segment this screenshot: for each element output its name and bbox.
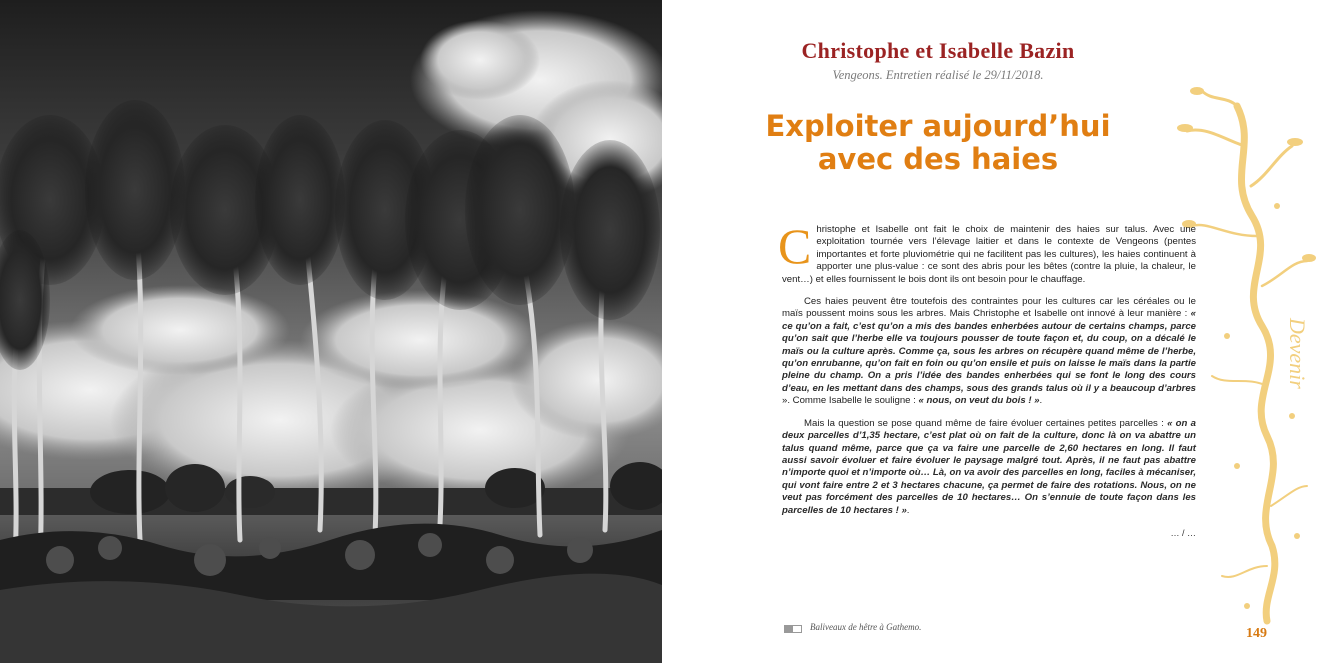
- title-line-2: avec des haies: [817, 142, 1059, 176]
- photo-caption: Baliveaux de hêtre à Gathemo.: [810, 622, 922, 632]
- paragraph-3-end: .: [906, 504, 910, 516]
- drop-cap: C: [778, 218, 812, 274]
- paragraph-2-outro: ». Comme Isabelle le souligne :: [782, 395, 919, 407]
- section-label: Devenir: [1285, 318, 1310, 389]
- continued-marker: … / …: [1170, 528, 1196, 538]
- article-title: [662, 110, 1214, 176]
- caption-marker-icon: [784, 625, 802, 633]
- title-line-1: Exploiter aujourd’hui: [765, 109, 1111, 143]
- landscape-photo: [0, 0, 662, 663]
- paragraph-2-quote: « ce qu’on a fait, c’est qu’on a mis des bandes enherbées autour de certains champs, parce qu’on sait que l’herbe elle va toujours pousser de toute façon et, du coup, on a décalé le maïs ou la culture après. Comme ça, sous les arbres on récupère quand même de l’herbe, qu’on enrubanne, qu’on fait en foin ou qu’on ensile et puis on laisse le maïs dans la partie pleine du champ. On a pris l’idée des bandes enherbées qui se font le long des cours d’eau, en les mettant dans des champs, sous des grands talus où il y a beaucoup d’arbres: [782, 308, 1196, 394]
- article-body: [778, 218, 1196, 527]
- paragraph-1: [778, 218, 1196, 286]
- paragraph-2-intro: Ces haies peuvent être toutefois des contraintes pour les cultures car les céréales ou le maïs poussent moins sous les arbres. Mais Christophe et Isabelle ont innové à leur manière :: [782, 296, 1196, 320]
- paragraph-2: [782, 296, 1196, 408]
- paragraph-2-quote-2: « nous, on veut du bois ! »: [918, 395, 1040, 407]
- paragraph-2-end: .: [1039, 395, 1043, 407]
- article-subtitle: Vengeons. Entretien réalisé le 29/11/2018.: [832, 68, 1044, 82]
- text-page: [662, 0, 1325, 663]
- article-author: Christophe et Isabelle Bazin: [801, 38, 1075, 63]
- paragraph-3-intro: Mais la question se pose quand même de faire évoluer certaines petites parcelles :: [804, 417, 1168, 429]
- paragraph-1-text: hristophe et Isabelle ont fait le choix de maintenir des haies sur talus. Avec une exploitation tournée vers l’élevage laitier et dans le contexte de Vengeons (pentes importantes et forte pluviométrie qui ne facilitent pas les cultures), les haies continuent à apporter une plus-value : ce sont des abris pour les bêtes (contre la pluie, la chaleur, le vent…) et elles fournissent le bois dont ils ont besoin pour le chauffage.: [782, 224, 1196, 285]
- page-number: 149: [1246, 626, 1267, 641]
- paragraph-3: [782, 418, 1196, 517]
- paragraph-3-quote: « on a deux parcelles d’1,35 hectare, c’est plat où on fait de la culture, donc là on va abattre un talus quand même, parce que ça va faire une parcelle de 2,60 hectares en long. Il faut aussi savoir évoluer et faire évoluer le paysage malgré tout. Après, il ne faut pas abattre n’importe quoi et n’importe où… Là, on va avoir des parcelles en long, faciles à mécaniser, qui vont faire entre 2 et 3 hectares chacune, ça permet de faire des rotations. Nous, on ne veut pas forcément des parcelles de 10 hectares… On s’ennuie de toute façon dans les parcelles de 10 hectares ! »: [782, 417, 1196, 516]
